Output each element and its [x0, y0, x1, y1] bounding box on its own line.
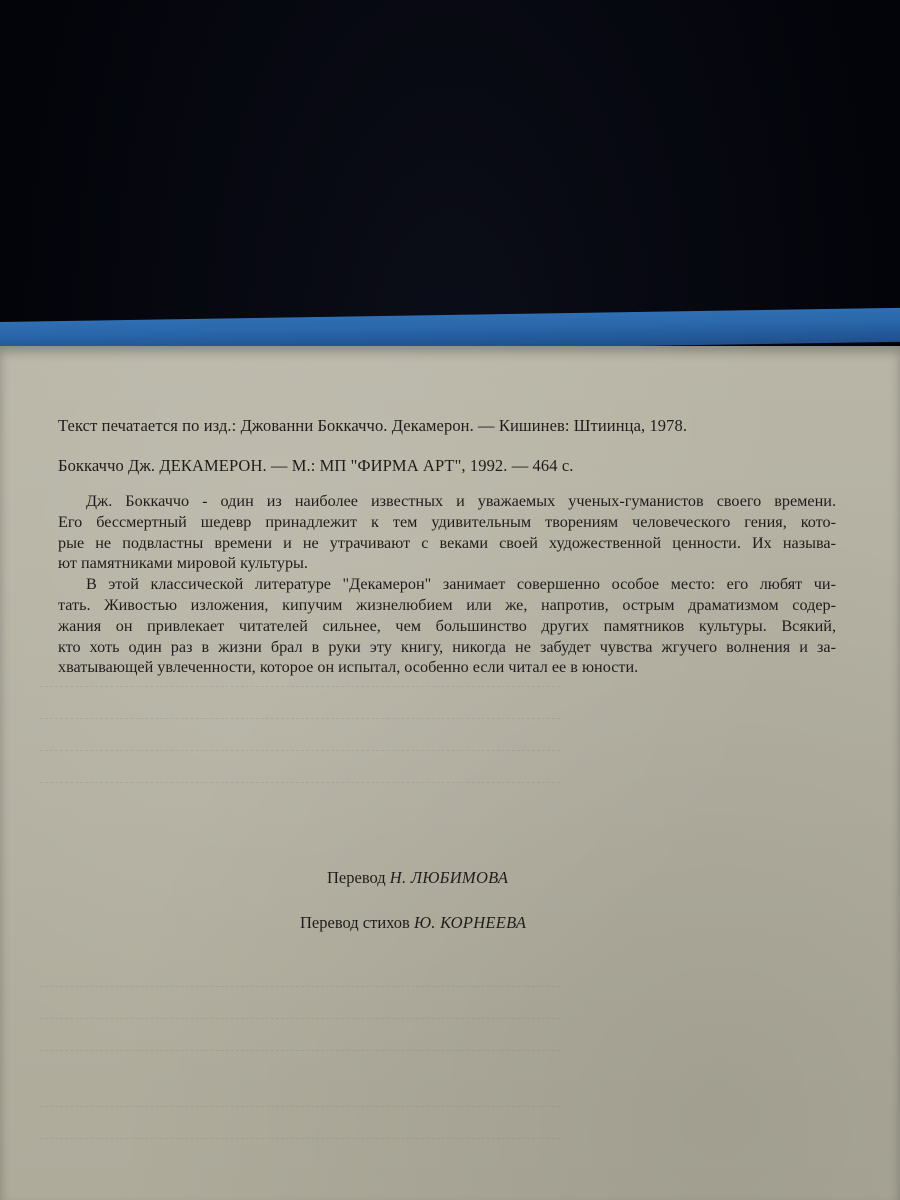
annotation-text [58, 491, 836, 678]
verse-translator-name: Ю. КОРНЕЕВА [413, 913, 527, 932]
show-through-line [40, 1050, 560, 1061]
text-line: тать. Живостью изложения, кипучим жизнелюбием или же, напротив, острым драматизмом содер- [58, 595, 836, 614]
text-line: хватывающей увлеченности, которое он испытал, особенно если читал ее в юности. [58, 658, 639, 677]
show-through-line [40, 1138, 560, 1149]
show-through-line [40, 750, 560, 761]
show-through-line [40, 782, 560, 793]
translator-credit [327, 868, 508, 888]
show-through-line [40, 718, 560, 729]
annotation-paragraph-2 [58, 574, 836, 678]
verse-translator-label: Перевод стихов [300, 913, 410, 932]
text-line: Его бессмертный шедевр принадлежит к тем удивительным творениям человеческого гения, кото- [58, 512, 836, 531]
text-line: кто хоть один раз в жизни брал в руки эту книгу, никогда не забудет чувства жгучего волнения и за- [58, 637, 836, 656]
show-through-line [40, 686, 560, 697]
bibliographic-record: Боккаччо Дж. ДЕКАМЕРОН. — М.: МП "ФИРМА АРТ", 1992. — 464 с. [58, 456, 574, 475]
book-page [0, 346, 900, 1200]
source-edition-note: Текст печатается по изд.: Джованни Боккаччо. Декамерон. — Кишинев: Штиинца, 1978. [58, 416, 688, 435]
show-through-line [40, 1106, 560, 1117]
annotation-paragraph-1 [58, 491, 836, 574]
text-line: В этой классической литературе "Декамерон" занимает совершенно особое место: его любят чи- [86, 575, 836, 594]
text-line: ют памятниками мировой культуры. [58, 554, 308, 573]
translator-name: Н. ЛЮБИМОВА [389, 868, 509, 887]
show-through-line [40, 986, 560, 997]
show-through-line [40, 1018, 560, 1029]
text-line: Дж. Боккаччо - один из наиболее известных и уважаемых ученых-гуманистов своего времени. [86, 492, 836, 510]
translator-label: Перевод [327, 868, 386, 887]
text-line: жания он привлекает читателей сильнее, чем большинство других памятников культуры. Всякий, [58, 616, 836, 635]
text-line: рые не подвластны времени и не утрачивают с веками своей художественной ценности. Их называ- [58, 533, 836, 552]
verse-translator-credit [300, 913, 526, 933]
